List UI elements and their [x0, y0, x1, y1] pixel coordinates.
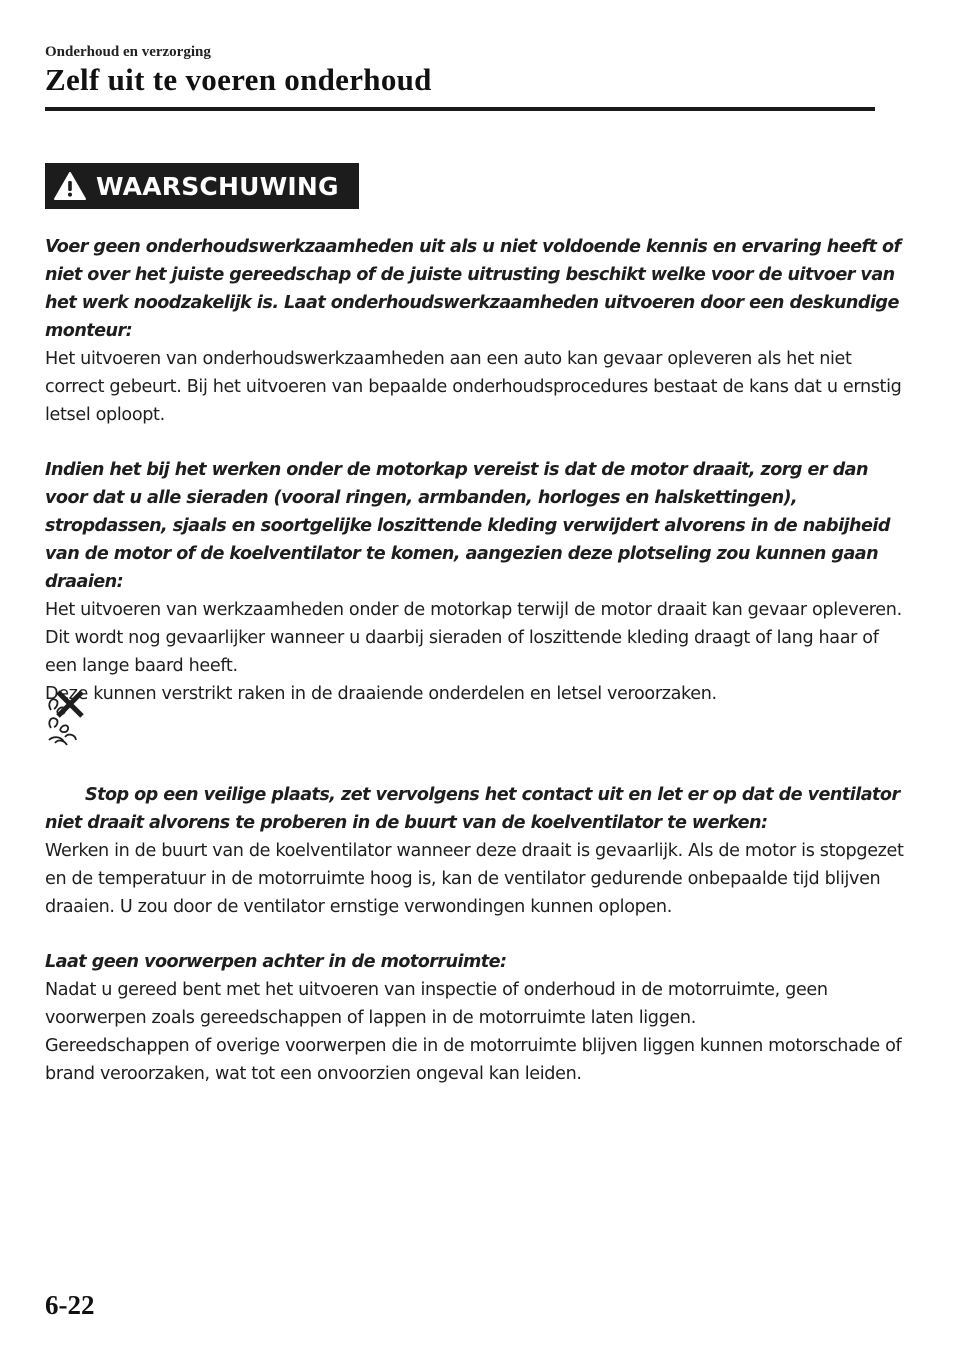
title-divider: [45, 107, 875, 111]
block-2-heading: Indien het bij het werken onder de motorkap vereist is dat de motor draait, zorg er dan voor dat u alle sieraden (vooral ringen, armbanden, horloges en halskettingen), stropdassen, sjaals en soortgelijke loszittende kleding verwijdert alvorens in de nabijheid van de motor of de koelventilator te komen, aangezien deze plotseling zou kunnen gaan draaien:: [45, 460, 890, 592]
page-number: 6-22: [45, 1290, 95, 1320]
page-title: Zelf uit te voeren onderhoud: [45, 62, 432, 97]
block-1-body: Het uitvoeren van onderhoudswerkzaamheden aan een auto kan gevaar opleveren als het niet correct gebeurt. Bij het uitvoeren van bepaalde onderhoudsprocedures bestaat de kans dat u ernstig letsel oploopt.: [45, 349, 902, 425]
block-3-body: Werken in de buurt van de koelventilator wanneer deze draait is gevaarlijk. Als de motor is stopgezet en de temperatuur in de motorruimte hoog is, kan de ventilator gedurende onbepaalde tijd blijven draaien. U zou door de ventilator ernstige verwondingen kunnen oplopen.: [45, 841, 904, 917]
block-3-heading: Stop op een veilige plaats, zet vervolgens het contact uit en let er op dat de ventilator niet draait alvorens te proberen in de buurt van de koelventilator te werken:: [45, 785, 900, 833]
section-label: Onderhoud en verzorging: [45, 44, 211, 60]
block-4-body: Nadat u gereed bent met het uitvoeren van inspectie of onderhoud in de motorruimte, geen voorwerpen zoals gereedschappen of lappen in de motorruimte laten liggen.: [45, 980, 828, 1028]
block-2-body-2: Deze kunnen verstrikt raken in de draaiende onderdelen en letsel veroorzaken.: [45, 684, 717, 704]
warning-badge: [45, 163, 359, 209]
block-4-heading: Laat geen voorwerpen achter in de motorruimte:: [45, 952, 507, 972]
warning-triangle-icon: [53, 171, 87, 201]
block-1-heading: Voer geen onderhoudswerkzaamheden uit als u niet voldoende kennis en ervaring heeft of niet over het juiste gereedschap of de juiste uitrusting beschikt welke voor de uitvoer van het werk noodzakelijk is. Laat onderhoudswerkzaamheden uitvoeren door een deskundige monteur:: [45, 237, 901, 341]
warning-label: WAARSCHUWING: [96, 171, 339, 201]
block-2-body: Het uitvoeren van werkzaamheden onder de motorkap terwijl de motor draait kan gevaar opleveren. Dit wordt nog gevaarlijker wanneer u daarbij sieraden of loszittende kleding draagt of lang haar of een lange baard heeft.: [45, 600, 902, 676]
block-4-body-2: Gereedschappen of overige voorwerpen die in de motorruimte blijven liggen kunnen motorschade of brand veroorzaken, wat tot een onvoorzien ongeval kan leiden.: [45, 1036, 902, 1084]
warning-content: [45, 233, 905, 1088]
